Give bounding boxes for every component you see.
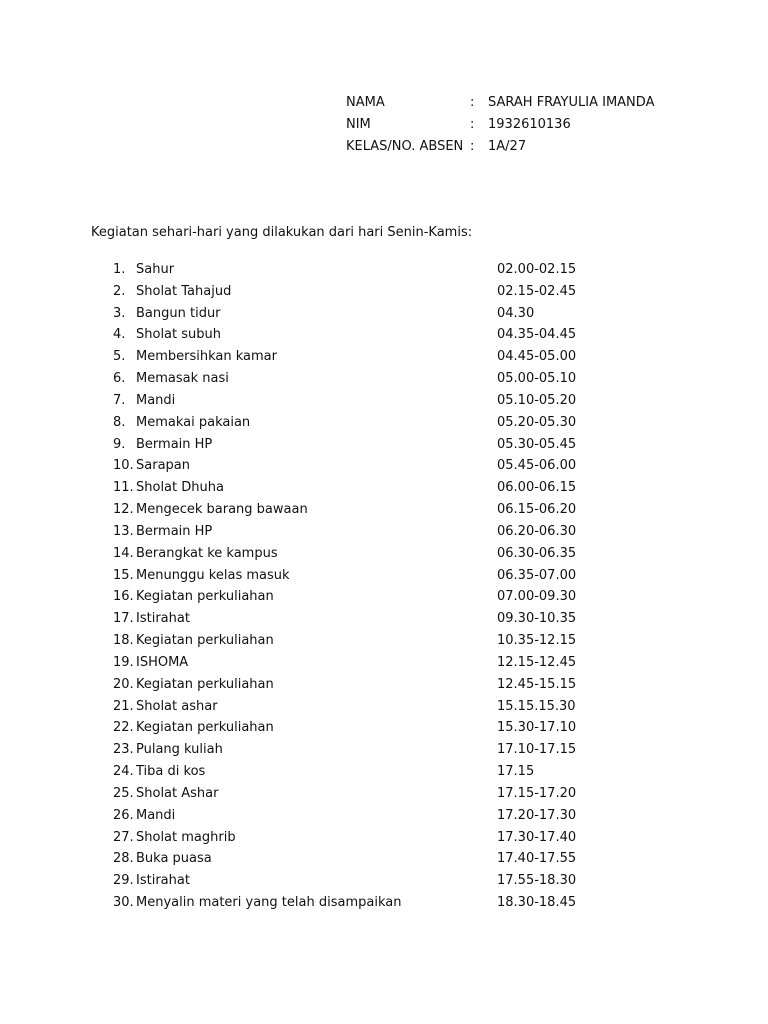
item-number: 16.: [113, 589, 134, 605]
item-time: 04.30: [497, 305, 535, 321]
item-number: 6.: [113, 371, 126, 387]
item-time: 05.00-05.10: [497, 371, 577, 387]
item-activity: Kegiatan perkuliahan: [136, 720, 274, 736]
colon: :: [470, 95, 475, 110]
item-activity: Menunggu kelas masuk: [136, 567, 290, 583]
list-item: [113, 763, 593, 785]
item-time: 17.15: [497, 764, 535, 780]
item-number: 9.: [113, 436, 126, 452]
list-item: [113, 654, 593, 676]
item-number: 17.: [113, 611, 134, 627]
item-time: 17.10-17.15: [497, 742, 577, 758]
name-value: SARAH FRAYULIA IMANDA: [488, 95, 655, 110]
item-activity: Membersihkan kamar: [136, 349, 277, 365]
item-number: 12.: [113, 502, 134, 518]
item-activity: Sholat Tahajud: [136, 283, 232, 299]
item-activity: Istirahat: [136, 873, 190, 889]
list-item: [113, 261, 593, 283]
item-time: 17.30-17.40: [497, 829, 577, 845]
item-number: 22.: [113, 720, 134, 736]
item-activity: Bangun tidur: [136, 305, 221, 321]
list-item: [113, 567, 593, 589]
item-number: 8.: [113, 414, 126, 430]
item-number: 24.: [113, 764, 134, 780]
nim-label: NIM: [346, 117, 371, 132]
item-number: 10.: [113, 458, 134, 474]
list-item: [113, 676, 593, 698]
item-number: 19.: [113, 654, 134, 670]
item-time: 05.10-05.20: [497, 392, 577, 408]
item-activity: Sholat Ashar: [136, 785, 219, 801]
item-activity: Menyalin materi yang telah disampaikan: [136, 895, 402, 911]
item-time: 17.55-18.30: [497, 873, 577, 889]
item-number: 13.: [113, 523, 134, 539]
item-number: 18.: [113, 633, 134, 649]
list-item: [113, 348, 593, 370]
item-time: 06.00-06.15: [497, 480, 577, 496]
name-label: NAMA: [346, 95, 385, 110]
item-time: 10.35-12.15: [497, 633, 577, 649]
item-number: 11.: [113, 480, 134, 496]
item-time: 17.40-17.55: [497, 851, 577, 867]
list-item: [113, 719, 593, 741]
item-time: 09.30-10.35: [497, 611, 577, 627]
item-time: 07.00-09.30: [497, 589, 577, 605]
item-number: 21.: [113, 698, 134, 714]
item-number: 5.: [113, 349, 126, 365]
item-time: 17.20-17.30: [497, 807, 577, 823]
item-activity: Sholat subuh: [136, 327, 221, 343]
item-activity: Memakai pakaian: [136, 414, 251, 430]
list-item: [113, 807, 593, 829]
item-number: 26.: [113, 807, 134, 823]
list-item: [113, 894, 593, 916]
item-number: 28.: [113, 851, 134, 867]
list-item: [113, 785, 593, 807]
item-activity: Buka puasa: [136, 851, 212, 867]
list-item: [113, 829, 593, 851]
item-time: 04.45-05.00: [497, 349, 577, 365]
item-time: 06.30-06.35: [497, 545, 577, 561]
item-time: 06.15-06.20: [497, 502, 577, 518]
item-number: 15.: [113, 567, 134, 583]
item-time: 15.15.15.30: [497, 698, 576, 714]
activity-list: [113, 261, 593, 916]
item-time: 06.35-07.00: [497, 567, 577, 583]
item-activity: Tiba di kos: [136, 764, 206, 780]
item-number: 1.: [113, 262, 126, 277]
item-activity: Bermain HP: [136, 523, 213, 539]
item-activity: Kegiatan perkuliahan: [136, 589, 274, 605]
list-item: [113, 305, 593, 327]
list-item: [113, 283, 593, 305]
item-number: 29.: [113, 873, 134, 889]
item-number: 30.: [113, 895, 134, 911]
list-item: [113, 392, 593, 414]
item-number: 2.: [113, 283, 126, 299]
class-label: KELAS/NO. ABSEN: [346, 139, 464, 154]
item-activity: ISHOMA: [136, 654, 189, 670]
item-time: 12.45-15.15: [497, 676, 577, 692]
item-time: 02.15-02.45: [497, 283, 577, 299]
item-number: 7.: [113, 392, 126, 408]
item-activity: Istirahat: [136, 611, 190, 627]
list-item: [113, 545, 593, 567]
item-time: 06.20-06.30: [497, 523, 577, 539]
item-activity: Sholat maghrib: [136, 829, 236, 845]
item-number: 20.: [113, 676, 134, 692]
list-item: [113, 872, 593, 894]
list-item: [113, 326, 593, 348]
list-item: [113, 501, 593, 523]
class-value: 1A/27: [488, 139, 527, 154]
item-time: 12.15-12.45: [497, 654, 577, 670]
item-number: 3.: [113, 305, 126, 321]
item-activity: Sholat Dhuha: [136, 480, 224, 496]
item-activity: Pulang kuliah: [136, 742, 223, 758]
list-item: [113, 610, 593, 632]
item-activity: Sholat ashar: [136, 698, 218, 714]
list-item: [113, 436, 593, 458]
nim-value: 1932610136: [488, 117, 571, 132]
intro-text: Kegiatan sehari-hari yang dilakukan dari hari Senin-Kamis:: [91, 225, 473, 240]
list-item: [113, 698, 593, 720]
item-activity: Bermain HP: [136, 436, 213, 452]
item-number: 25.: [113, 785, 134, 801]
item-activity: Memasak nasi: [136, 371, 229, 387]
list-item: [113, 741, 593, 763]
item-activity: Berangkat ke kampus: [136, 545, 278, 561]
colon: :: [470, 139, 475, 154]
item-time: 05.20-05.30: [497, 414, 577, 430]
list-item: [113, 850, 593, 872]
item-time: 05.30-05.45: [497, 436, 577, 452]
item-activity: Kegiatan perkuliahan: [136, 676, 274, 692]
list-item: [113, 523, 593, 545]
item-activity: Mandi: [136, 807, 176, 823]
item-activity: Sahur: [136, 262, 175, 277]
item-number: 23.: [113, 742, 134, 758]
item-activity: Kegiatan perkuliahan: [136, 633, 274, 649]
list-item: [113, 632, 593, 654]
item-time: 17.15-17.20: [497, 785, 577, 801]
item-number: 4.: [113, 327, 126, 343]
item-activity: Mandi: [136, 392, 176, 408]
item-activity: Sarapan: [136, 458, 190, 474]
list-item: [113, 457, 593, 479]
colon: :: [470, 117, 475, 132]
item-number: 14.: [113, 545, 134, 561]
item-time: 18.30-18.45: [497, 895, 577, 911]
item-time: 04.35-04.45: [497, 327, 577, 343]
item-time: 05.45-06.00: [497, 458, 577, 474]
item-number: 27.: [113, 829, 134, 845]
list-item: [113, 588, 593, 610]
list-item: [113, 414, 593, 436]
list-item: [113, 479, 593, 501]
list-item: [113, 370, 593, 392]
item-time: 02.00-02.15: [497, 262, 577, 277]
item-time: 15.30-17.10: [497, 720, 577, 736]
item-activity: Mengecek barang bawaan: [136, 502, 308, 518]
